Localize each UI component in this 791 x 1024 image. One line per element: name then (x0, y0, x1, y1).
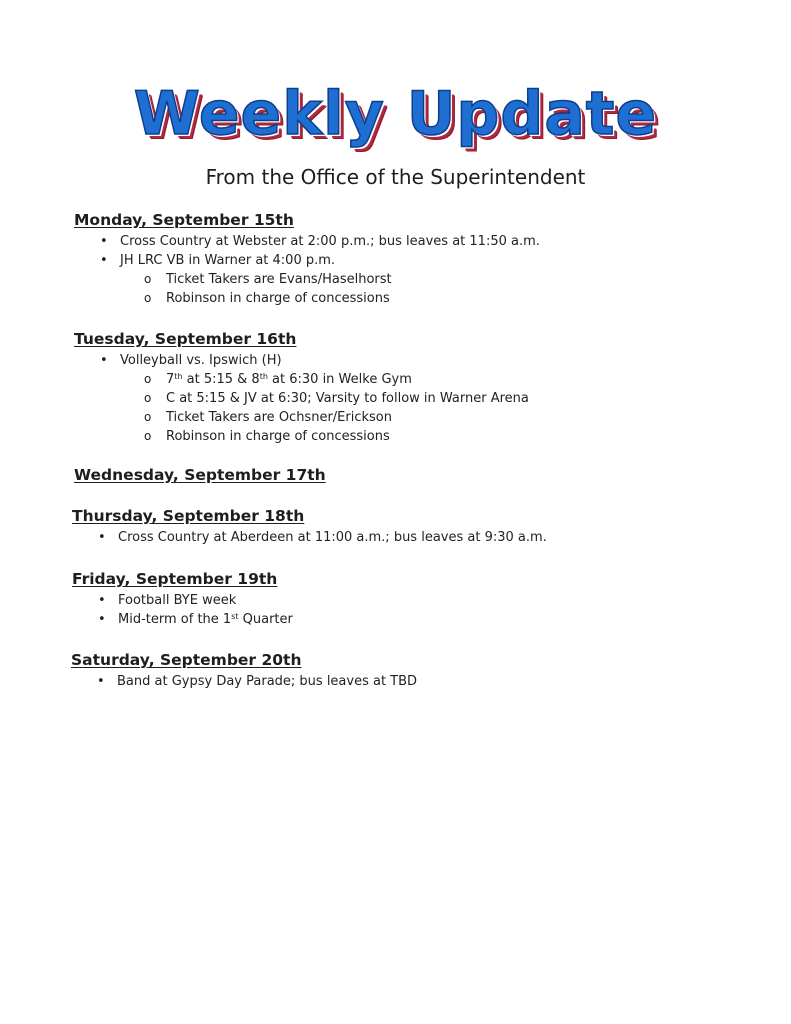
subitem-text: Robinson in charge of concessions (166, 291, 390, 306)
day-section-saturday (71, 650, 771, 691)
bullet-icon: • (98, 530, 106, 545)
day-section-thursday (72, 506, 772, 547)
subitem-text: Ticket Takers are Ochsner/Erickson (166, 410, 392, 425)
item-text: Volleyball vs. Ipswich (H) (120, 353, 282, 368)
day-heading: Friday, September 19th (72, 570, 278, 588)
bullet-icon: • (97, 674, 105, 689)
item-text: Mid-term of the 1st Quarter (118, 612, 293, 627)
day-heading: Monday, September 15th (74, 211, 294, 229)
sub-list-item (74, 427, 774, 446)
day-heading: Wednesday, September 17th (74, 466, 326, 484)
circle-bullet-icon: o (144, 372, 152, 386)
sub-list-item (74, 370, 774, 389)
bullet-icon: • (98, 612, 106, 627)
circle-bullet-icon: o (144, 291, 152, 305)
item-text: JH LRC VB in Warner at 4:00 p.m. (120, 253, 336, 268)
day-section-monday (74, 210, 774, 308)
circle-bullet-icon: o (144, 391, 152, 405)
day-heading: Saturday, September 20th (71, 651, 302, 669)
item-text: Cross Country at Webster at 2:00 p.m.; bus leaves at 11:50 a.m. (120, 234, 540, 249)
list-item (72, 591, 772, 610)
subitem-text: Ticket Takers are Evans/Haselhorst (166, 272, 392, 287)
bullet-icon: • (100, 253, 108, 268)
subitem-text: Robinson in charge of concessions (166, 429, 390, 444)
item-text: Cross Country at Aberdeen at 11:00 a.m.; bus leaves at 9:30 a.m. (118, 530, 547, 545)
bullet-icon: • (98, 593, 106, 608)
subitem-text: C at 5:15 & JV at 6:30; Varsity to follow in Warner Arena (166, 391, 529, 406)
day-section-friday (72, 569, 772, 629)
item-text: Football BYE week (118, 593, 237, 608)
sub-list-item (74, 289, 774, 308)
list-item (72, 610, 772, 629)
list-item (71, 672, 771, 691)
bullet-icon: • (100, 234, 108, 249)
list-item (74, 232, 774, 251)
circle-bullet-icon: o (144, 272, 152, 286)
day-heading: Tuesday, September 16th (74, 330, 297, 348)
page-subtitle: From the Office of the Superintendent (205, 165, 586, 189)
day-heading: Thursday, September 18th (72, 507, 305, 525)
bullet-icon: • (100, 353, 108, 368)
day-section-wednesday (74, 465, 774, 485)
circle-bullet-icon: o (144, 429, 152, 443)
day-section-tuesday (74, 329, 774, 446)
list-item (74, 351, 774, 370)
item-text: Band at Gypsy Day Parade; bus leaves at TBD (117, 674, 418, 689)
subitem-text: 7th at 5:15 & 8th at 6:30 in Welke Gym (166, 372, 412, 387)
page-title: Weekly Update (133, 79, 658, 149)
list-item (74, 251, 774, 270)
circle-bullet-icon: o (144, 410, 152, 424)
sub-list-item (74, 389, 774, 408)
list-item (72, 528, 772, 547)
sub-list-item (74, 270, 774, 289)
sub-list-item (74, 408, 774, 427)
